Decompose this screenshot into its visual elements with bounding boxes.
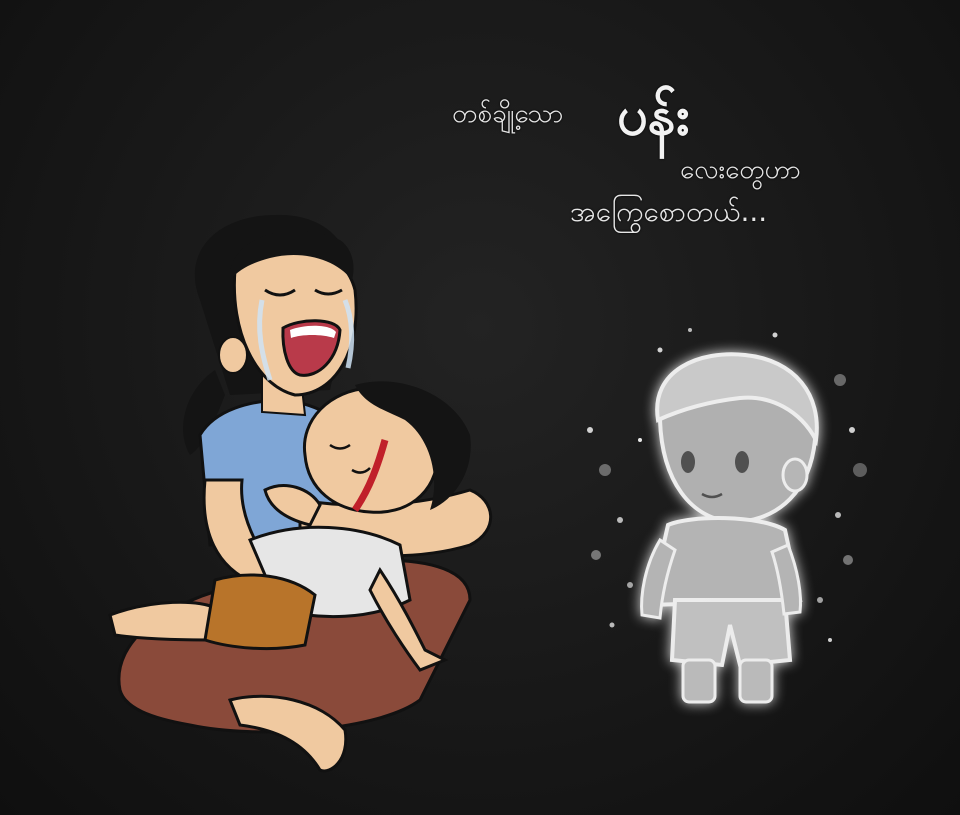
caption-line-1-small: တစ်ချို့သော (452, 99, 564, 129)
caption-line-1-large: ပန်း (617, 84, 690, 147)
caption-line-3: အကြွေစောတယ်... (570, 195, 768, 228)
caption-line-2: လေးတွေဟာ (680, 155, 801, 185)
ghost-child-figure (642, 354, 817, 702)
